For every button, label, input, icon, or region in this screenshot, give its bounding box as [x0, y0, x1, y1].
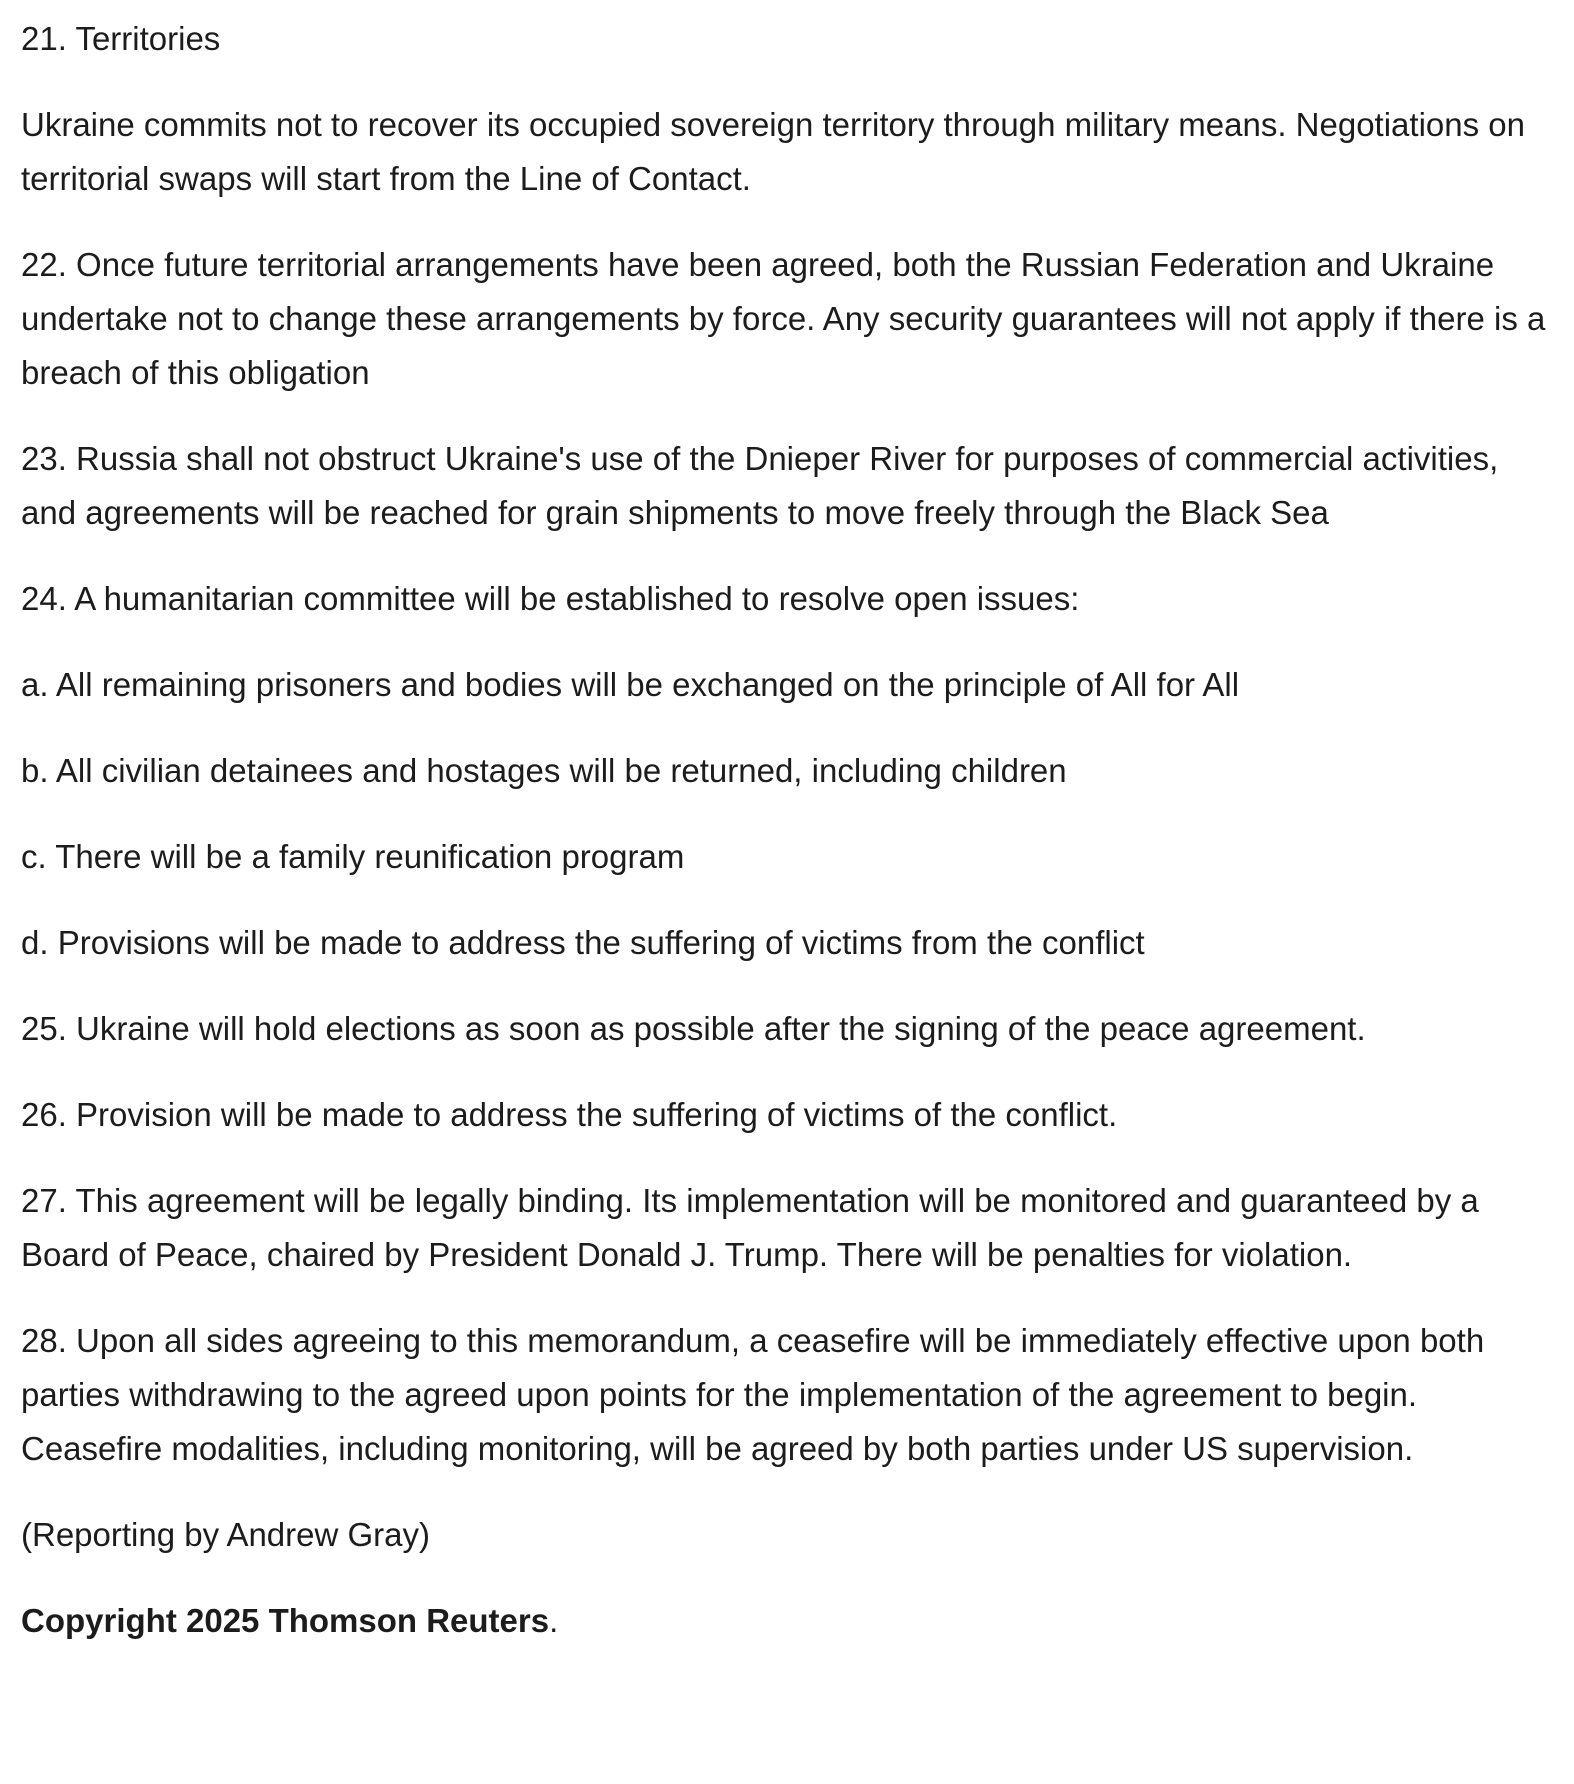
list-item-c: c. There will be a family reunification program: [21, 838, 685, 875]
paragraph-point-25: 25. Ukraine will hold elections as soon as possible after the signing of the peace agreement.: [21, 1010, 1366, 1047]
reporting-credit: (Reporting by Andrew Gray): [21, 1516, 431, 1553]
paragraph-point-23: 23. Russia shall not obstruct Ukraine's use of the Dnieper River for purposes of commercial activities, and agreements will be reached for grain shipments to move freely through the Black Sea: [21, 440, 1499, 531]
copyright-period: .: [549, 1602, 559, 1639]
copyright-text: Copyright 2025 Thomson Reuters: [21, 1602, 550, 1639]
paragraph-point-26: 26. Provision will be made to address the suffering of victims of the conflict.: [21, 1096, 1118, 1133]
paragraph-territories: Ukraine commits not to recover its occupied sovereign territory through military means. Negotiations on territorial swaps will start from the Line of Contact.: [21, 106, 1525, 197]
paragraph-point-24: 24. A humanitarian committee will be established to resolve open issues:: [21, 580, 1080, 617]
list-item-a: a. All remaining prisoners and bodies will be exchanged on the principle of All for All: [21, 666, 1240, 703]
article-body: [21, 12, 1551, 1648]
heading-territories: 21. Territories: [21, 20, 221, 57]
paragraph-point-27: 27. This agreement will be legally binding. Its implementation will be monitored and guaranteed by a Board of Peace, chaired by President Donald J. Trump. There will be penalties for violation.: [21, 1182, 1479, 1273]
paragraph-point-28: 28. Upon all sides agreeing to this memorandum, a ceasefire will be immediately effective upon both parties withdrawing to the agreed upon points for the implementation of the agreement to begin. Ceasefire modalities, including monitoring, will be agreed by both parties under US supervision.: [21, 1322, 1485, 1467]
copyright-line: [21, 1594, 1551, 1648]
list-item-d: d. Provisions will be made to address the suffering of victims from the conflict: [21, 924, 1145, 961]
paragraph-point-22: 22. Once future territorial arrangements have been agreed, both the Russian Federation and Ukraine undertake not to change these arrangements by force. Any security guarantees will not apply if there is a breach of this obligation: [21, 246, 1546, 391]
list-item-b: b. All civilian detainees and hostages will be returned, including children: [21, 752, 1067, 789]
